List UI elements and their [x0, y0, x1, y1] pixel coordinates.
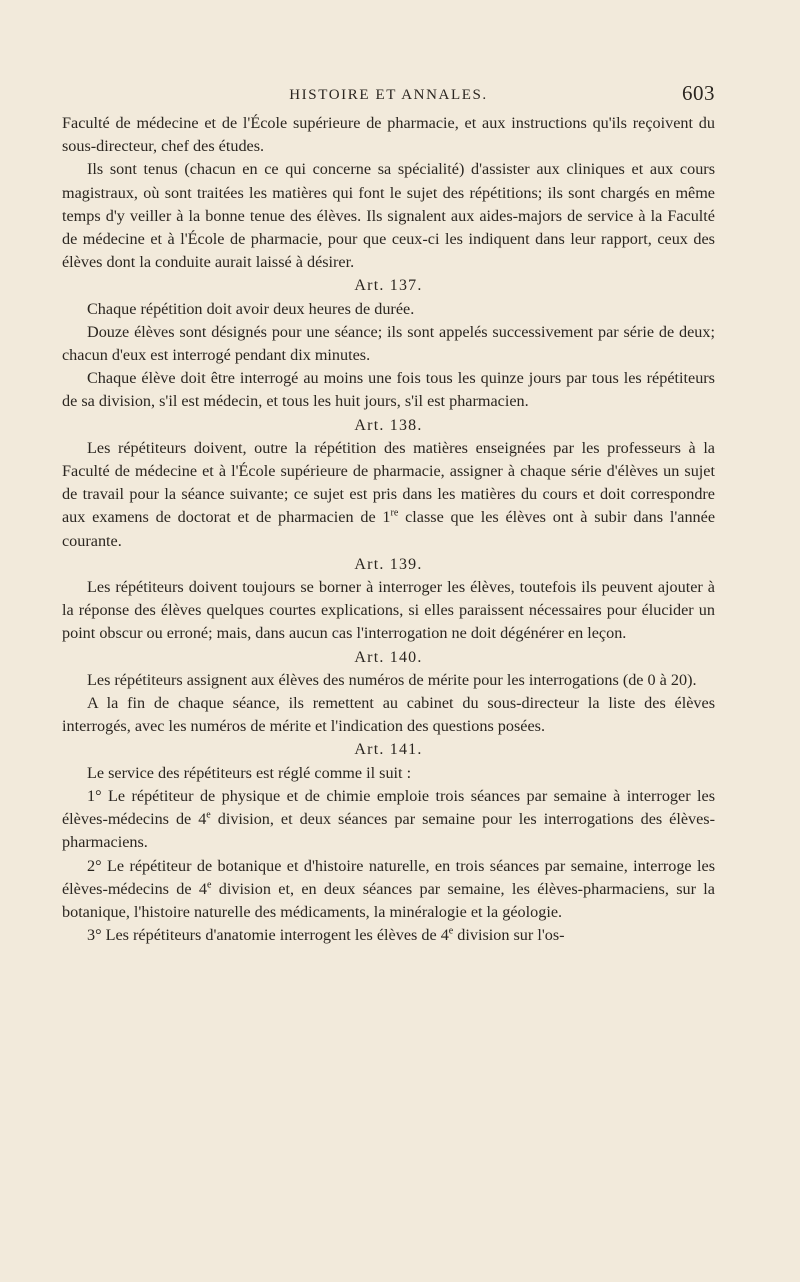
body-paragraph: A la fin de chaque séance, ils remettent au cabinet du sous-directeur la liste des élèves interrogés, avec les numéros de mérite et l'indication des questions posées. [62, 694, 715, 736]
body-paragraph: Douze élèves sont désignés pour une séance; ils sont appelés successivement par série de deux; chacun d'eux est interrogé pendant dix minutes. [62, 322, 715, 365]
article-heading: Art. 137. [354, 277, 423, 295]
running-head-title: HISTOIRE ET ANNALES. [289, 87, 488, 103]
body-paragraph: Les répétiteurs doivent toujours se borner à interroger les élèves, toutefois ils peuvent ajouter à la réponse des élèves quelques courtes explications, si elles paraissent nécessaires pour élucider un point obscur ou erroné; mais, dans aucun cas l'interrogation ne doit dégénérer en leçon. [62, 578, 715, 643]
body-paragraph: Chaque élève doit être interrogé au moins une fois tous les quinze jours par tous les répétiteurs de sa division, s'il est médecin, et tous les huit jours, s'il est pharmacien. [62, 369, 715, 411]
body-paragraph: Chaque répétition doit avoir deux heures de durée. [87, 299, 415, 318]
body-paragraph: Les répétiteurs doivent, outre la répétition des matières enseignées par les professeurs à la Faculté de médecine et à l'École supérieure de pharmacie, assigner à chaque série d'élèves un sujet de travail pour la séance suivante; ce sujet est pris dans les matières du cours et doit correspondre aux examens de doctorat et de pharmacien de 1re classe que les élèves ont à subir dans l'année courante. [62, 438, 715, 550]
article-heading: Art. 140. [354, 648, 423, 666]
page-number: 603 [682, 81, 715, 105]
article-heading: Art. 138. [354, 416, 423, 434]
body-paragraph: Faculté de médecine et de l'École supérieure de pharmacie, et aux instructions qu'ils reçoivent du sous-directeur, chef des études. [62, 114, 715, 156]
body-paragraph: 2° Le répétiteur de botanique et d'histoire naturelle, en trois séances par semaine, interroge les élèves-médecins de 4e division et, en deux séances par semaine, les élèves-pharmaciens, sur la botanique, l'histoire naturelle des médicaments, la minéralogie et la géologie. [62, 856, 715, 921]
document-body [62, 112, 715, 947]
body-paragraph: 3° Les répétiteurs d'anatomie interrogent les élèves de 4e division sur l'os- [87, 925, 565, 945]
body-paragraph: Le service des répétiteurs est réglé comme il suit : [87, 763, 412, 782]
body-paragraph: 1° Le répétiteur de physique et de chimie emploie trois séances par semaine à interroger les élèves-médecins de 4e division, et deux séances par semaine pour les interrogations des élèves-pharmaciens. [62, 786, 715, 852]
article-heading: Art. 139. [354, 555, 423, 573]
body-paragraph: Les répétiteurs assignent aux élèves des numéros de mérite pour les interrogations (de 0 à 20). [87, 670, 697, 689]
article-heading: Art. 141. [354, 741, 423, 759]
body-paragraph: Ils sont tenus (chacun en ce qui concerne sa spécialité) d'assister aux cliniques et aux cours magistraux, où sont traitées les matières qui font le sujet des répétitions; ils sont chargés en même temps d'y veiller à la bonne tenue des élèves. Ils signalent aux aides-majors de service à la Faculté de médecine et à l'École de pharmacie, pour que ceux-ci les indiquent dans leur rapport, ceux des élèves dont la conduite aurait laissé à désirer. [62, 160, 715, 272]
running-head [62, 78, 715, 112]
